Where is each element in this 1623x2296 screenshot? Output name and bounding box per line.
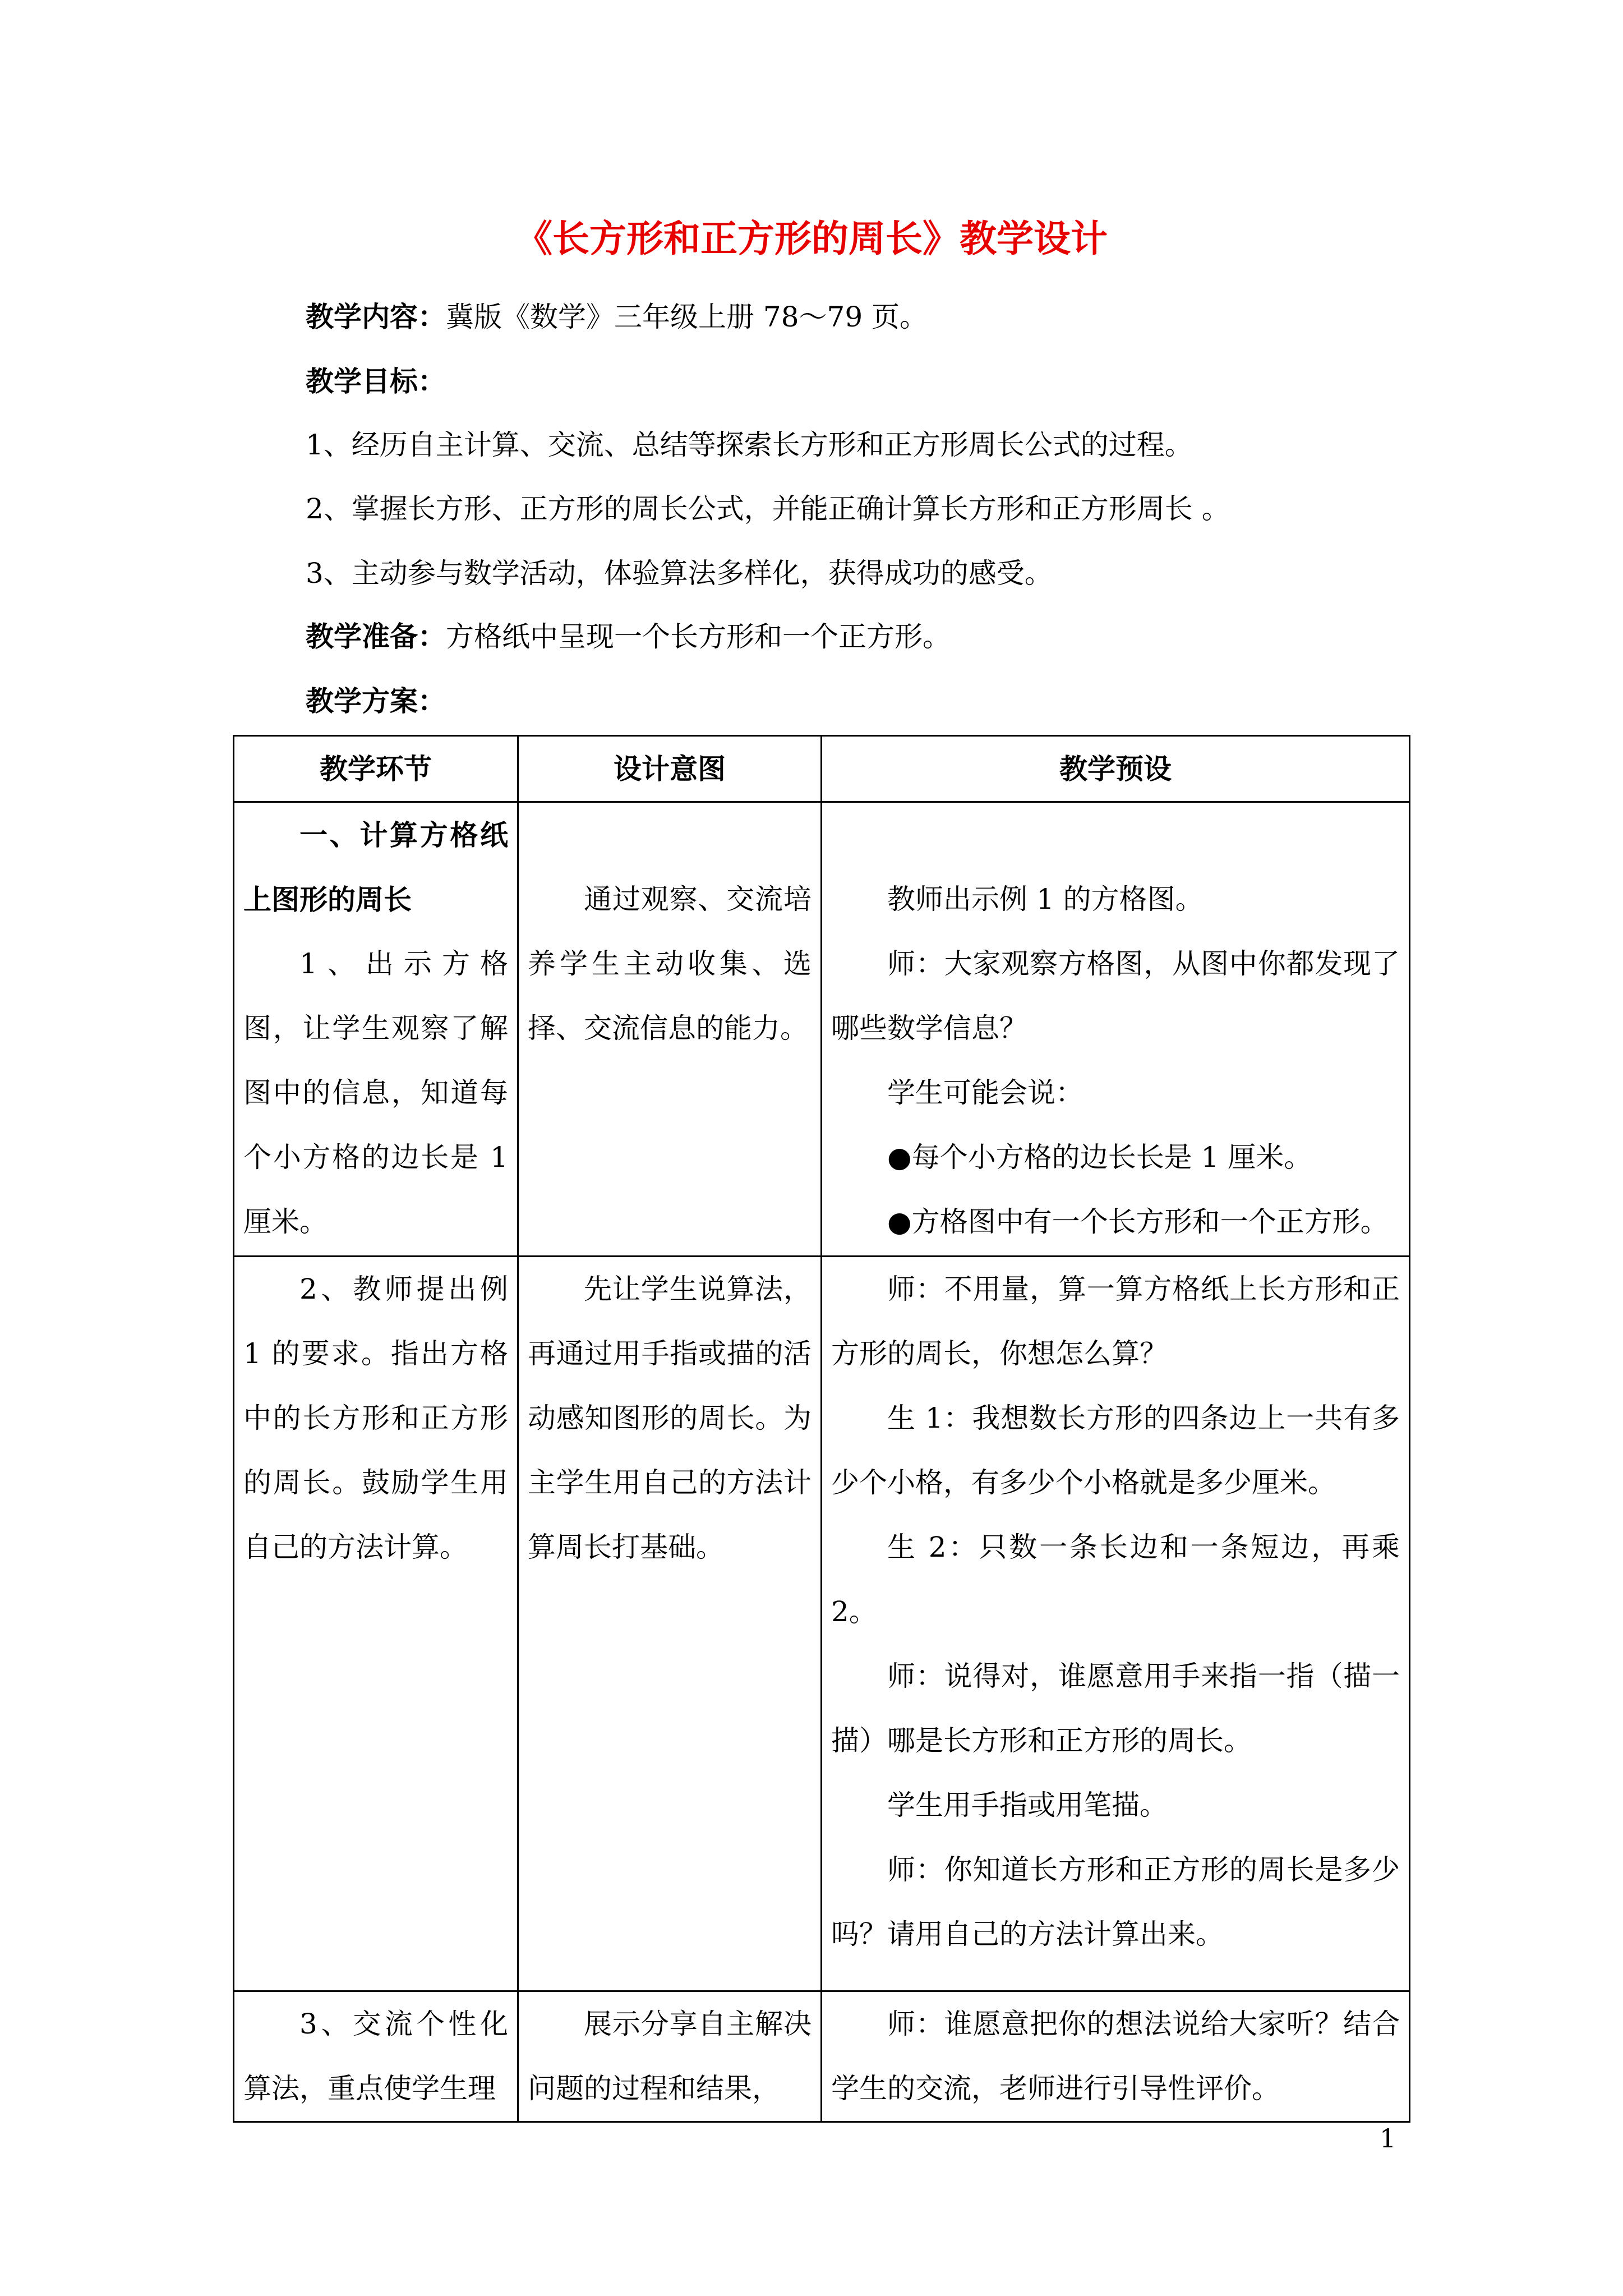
header-intent: 设计意图 <box>518 736 822 802</box>
table-cell-intent: 展示分享自主解决问题的过程和结果， <box>518 1991 822 2122</box>
page-title: 《长方形和正方形的周长》教学设计 <box>515 217 1108 260</box>
table-cell-preset: 师：不用量，算一算方格纸上长方形和正方形的周长，你想怎么算？ 生 1：我想数长方形的四条边上一共有多少个小格，有多少个小格就是多少厘米。 生 2：只数一条长边和一条短边，再乘 2。 师：说得对，谁愿意用手来指一指（描一描）哪是长方形和正方形的周长。 学生用手指或用笔描。 师：你知道长方形和正方形的周长是多少吗？请用自己的方法计算出来。 <box>822 1257 1410 1991</box>
header-preset: 教学预设 <box>822 736 1410 802</box>
table-cell-stage: 2、教师提出例 1 的要求。指出方格中的长方形和正方形的周长。鼓励学生用自己的方法计算。 <box>234 1257 518 1991</box>
table-cell-intent: 通过观察、交流培养学生主动收集、选择、交流信息的能力。 <box>518 802 822 1257</box>
intro-content: 教学内容：冀版《数学》三年级上册 78～79 页。 <box>306 300 928 333</box>
table-header-row <box>234 736 1410 802</box>
intro-preparation: 教学准备：方格纸中呈现一个长方形和一个正方形。 <box>306 620 951 653</box>
table-row <box>234 802 1410 1257</box>
table-row <box>234 1991 1410 2122</box>
intro-plan-heading: 教学方案： <box>306 684 446 717</box>
table-cell-preset: 师：谁愿意把你的想法说给大家听？结合学生的交流，老师进行引导性评价。 <box>822 1991 1410 2122</box>
table-cell-preset: 教师出示例 1 的方格图。 师：大家观察方格图，从图中你都发现了哪些数学信息？ 学生可能会说： ●每个小方格的边长长是 1 厘米。 ●方格图中有一个长方形和一个正方形。 <box>822 802 1410 1257</box>
header-stage: 教学环节 <box>234 736 518 802</box>
intro-goals-heading: 教学目标： <box>306 365 446 398</box>
table-cell-stage: 一、计算方格纸上图形的周长 1、出示方格图，让学生观察了解图中的信息，知道每个小方格的边长是 1 厘米。 <box>234 802 518 1257</box>
goal-2: 2、掌握长方形、正方形的周长公式，并能正确计算长方形和正方形周长 。 <box>306 493 1230 525</box>
table-cell-intent: 先让学生说算法，再通过用手指或描的活动感知图形的周长。为主学生用自己的方法计算周长打基础。 <box>518 1257 822 1991</box>
table-row <box>234 1257 1410 1991</box>
table-cell-stage: 3、交流个性化算法，重点使学生理 <box>234 1991 518 2122</box>
goal-3: 3、主动参与数学活动，体验算法多样化，获得成功的感受。 <box>306 557 1053 590</box>
page-number: 1 <box>1380 2123 1396 2154</box>
lesson-plan-table <box>233 735 1410 2123</box>
goal-1: 1、经历自主计算、交流、总结等探索长方形和正方形周长公式的过程。 <box>306 429 1193 461</box>
